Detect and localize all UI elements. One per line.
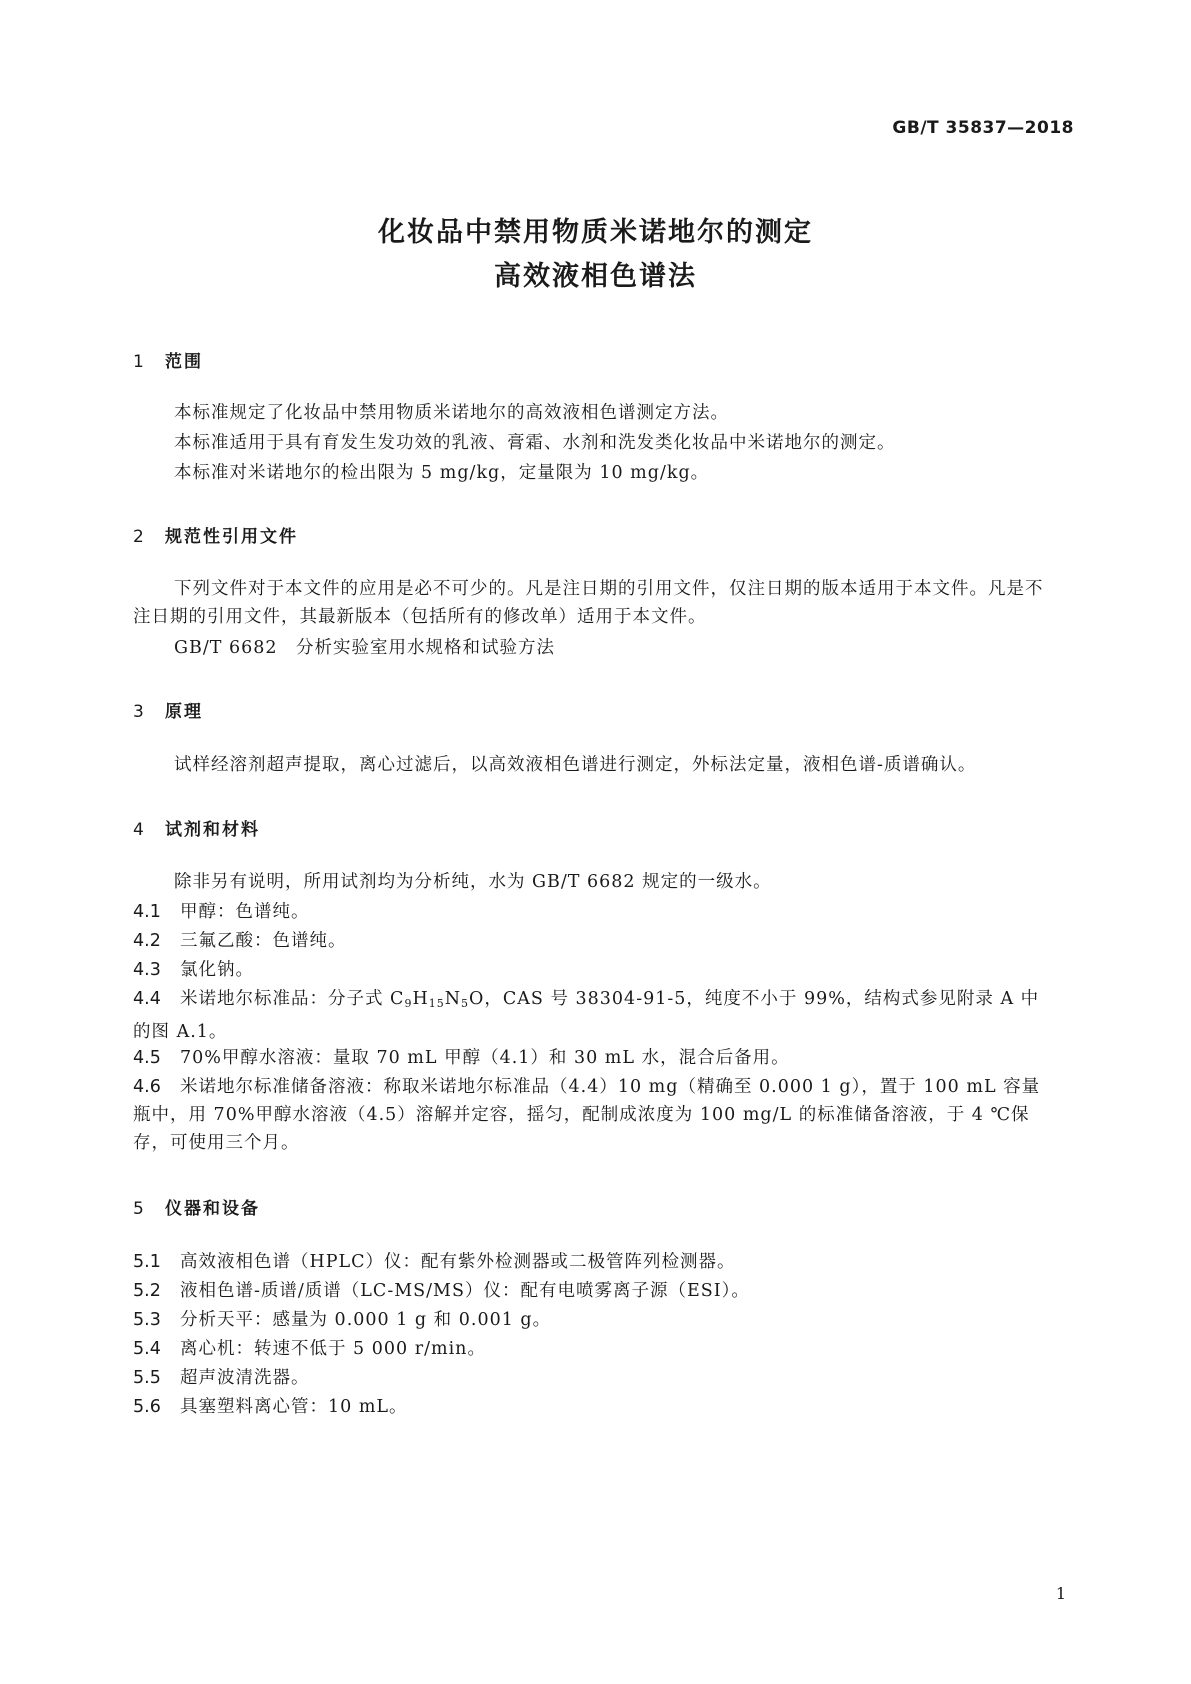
section-number: 1 [133,352,146,372]
item-text: 离心机：转速不低于 5 000 r/min。 [180,1339,486,1359]
item-number: 5.2 [133,1281,161,1301]
list-item [133,1335,1056,1363]
item-number: 5.3 [133,1310,161,1330]
list-item [133,1248,1056,1276]
formula-subscript: 5 [461,997,470,1010]
item-number: 4.1 [133,902,161,922]
list-item [133,1044,1056,1072]
section-title: 仪器和设备 [165,1199,260,1219]
paragraph: 本标准对米诺地尔的检出限为 5 mg/kg，定量限为 10 mg/kg。 [174,463,710,483]
item-text: 氯化钠。 [180,960,254,980]
formula-element: N [444,989,462,1009]
formula-subscript: 15 [428,997,445,1010]
standard-code: GB/T 35837—2018 [892,118,1074,138]
list-item [133,898,1056,926]
formula-element: H [412,989,429,1009]
list-item [133,927,1056,955]
list-item [133,956,1056,984]
paragraph: 下列文件对于本文件的应用是必不可少的。凡是注日期的引用文件，仅注日期的版本适用于本文件。凡是不注日期的引用文件，其最新版本（包括所有的修改单）适用于本文件。 [133,579,1044,627]
item-text-pre: 米诺地尔标准品：分子式 C [180,989,405,1009]
document-title-line2: 高效液相色谱法 [494,261,697,292]
item-number: 5.1 [133,1252,161,1272]
section-heading-apparatus [133,1194,260,1219]
item-text: 米诺地尔标准储备溶液：称取米诺地尔标准品（4.4）10 mg（精确至 0.000 1 g），置于 100 mL 容量瓶中，用 70%甲醇水溶液（4.5）溶解并定容，摇匀，配制成浓度为 100 mg/L 的标准储备溶液，于 4 ℃保存，可使用三个月。 [133,1077,1041,1153]
list-item [133,1277,1056,1305]
item-text: 70%甲醇水溶液：量取 70 mL 甲醇（4.1）和 30 mL 水，混合后备用。 [180,1048,790,1068]
list-item [133,1364,1056,1392]
document-title-line1: 化妆品中禁用物质米诺地尔的测定 [378,217,813,248]
paragraph: 试样经溶剂超声提取，离心过滤后，以高效液相色谱进行测定，外标法定量，液相色谱-质谱确认。 [174,755,977,775]
item-number: 4.4 [133,989,161,1009]
section-number: 3 [133,702,146,722]
item-text: 超声波清洗器。 [180,1368,310,1388]
section-heading-scope [133,347,203,372]
list-item [133,1073,1056,1157]
list-item [133,985,1056,1046]
item-text: 甲醇：色谱纯。 [180,902,310,922]
item-text: 分析天平：感量为 0.000 1 g 和 0.001 g。 [180,1310,552,1330]
item-text-post: O，CAS 号 38304-91-5，纯度不小于 99%，结构式参见附录 A 中的图 A.1。 [133,989,1040,1042]
item-number: 4.6 [133,1077,161,1097]
paragraph: 本标准适用于具有育发生发功效的乳液、膏霜、水剂和洗发类化妆品中米诺地尔的测定。 [174,433,896,453]
item-number: 4.3 [133,960,161,980]
item-number: 4.2 [133,931,161,951]
item-text: 液相色谱-质谱/质谱（LC-MS/MS）仪：配有电喷雾离子源（ESI）。 [180,1281,750,1301]
list-item [133,1393,1056,1421]
section-title: 试剂和材料 [165,820,260,840]
item-text: 三氟乙酸：色谱纯。 [180,931,347,951]
item-number: 4.5 [133,1048,161,1068]
item-number: 5.4 [133,1339,161,1359]
paragraph: 本标准规定了化妆品中禁用物质米诺地尔的高效液相色谱测定方法。 [174,403,729,423]
list-item [133,1306,1056,1334]
section-title: 原理 [165,702,203,722]
section-number: 4 [133,820,146,840]
reference-entry: GB/T 6682 分析实验室用水规格和试验方法 [174,638,556,658]
paragraph: 除非另有说明，所用试剂均为分析纯，水为 GB/T 6682 规定的一级水。 [174,872,772,892]
section-heading-normative-references [133,522,298,547]
item-text: 高效液相色谱（HPLC）仪：配有紫外检测器或二极管阵列检测器。 [180,1252,736,1272]
section-number: 2 [133,527,146,547]
section-title: 规范性引用文件 [165,527,298,547]
section-number: 5 [133,1199,146,1219]
section-heading-principle [133,697,203,722]
item-number: 5.6 [133,1397,161,1417]
formula-subscript: 9 [404,997,413,1010]
item-number: 5.5 [133,1368,161,1388]
section-title: 范围 [165,352,203,372]
item-text: 具塞塑料离心管：10 mL。 [180,1397,408,1417]
section-heading-reagents [133,815,260,840]
page-number: 1 [1055,1584,1066,1603]
